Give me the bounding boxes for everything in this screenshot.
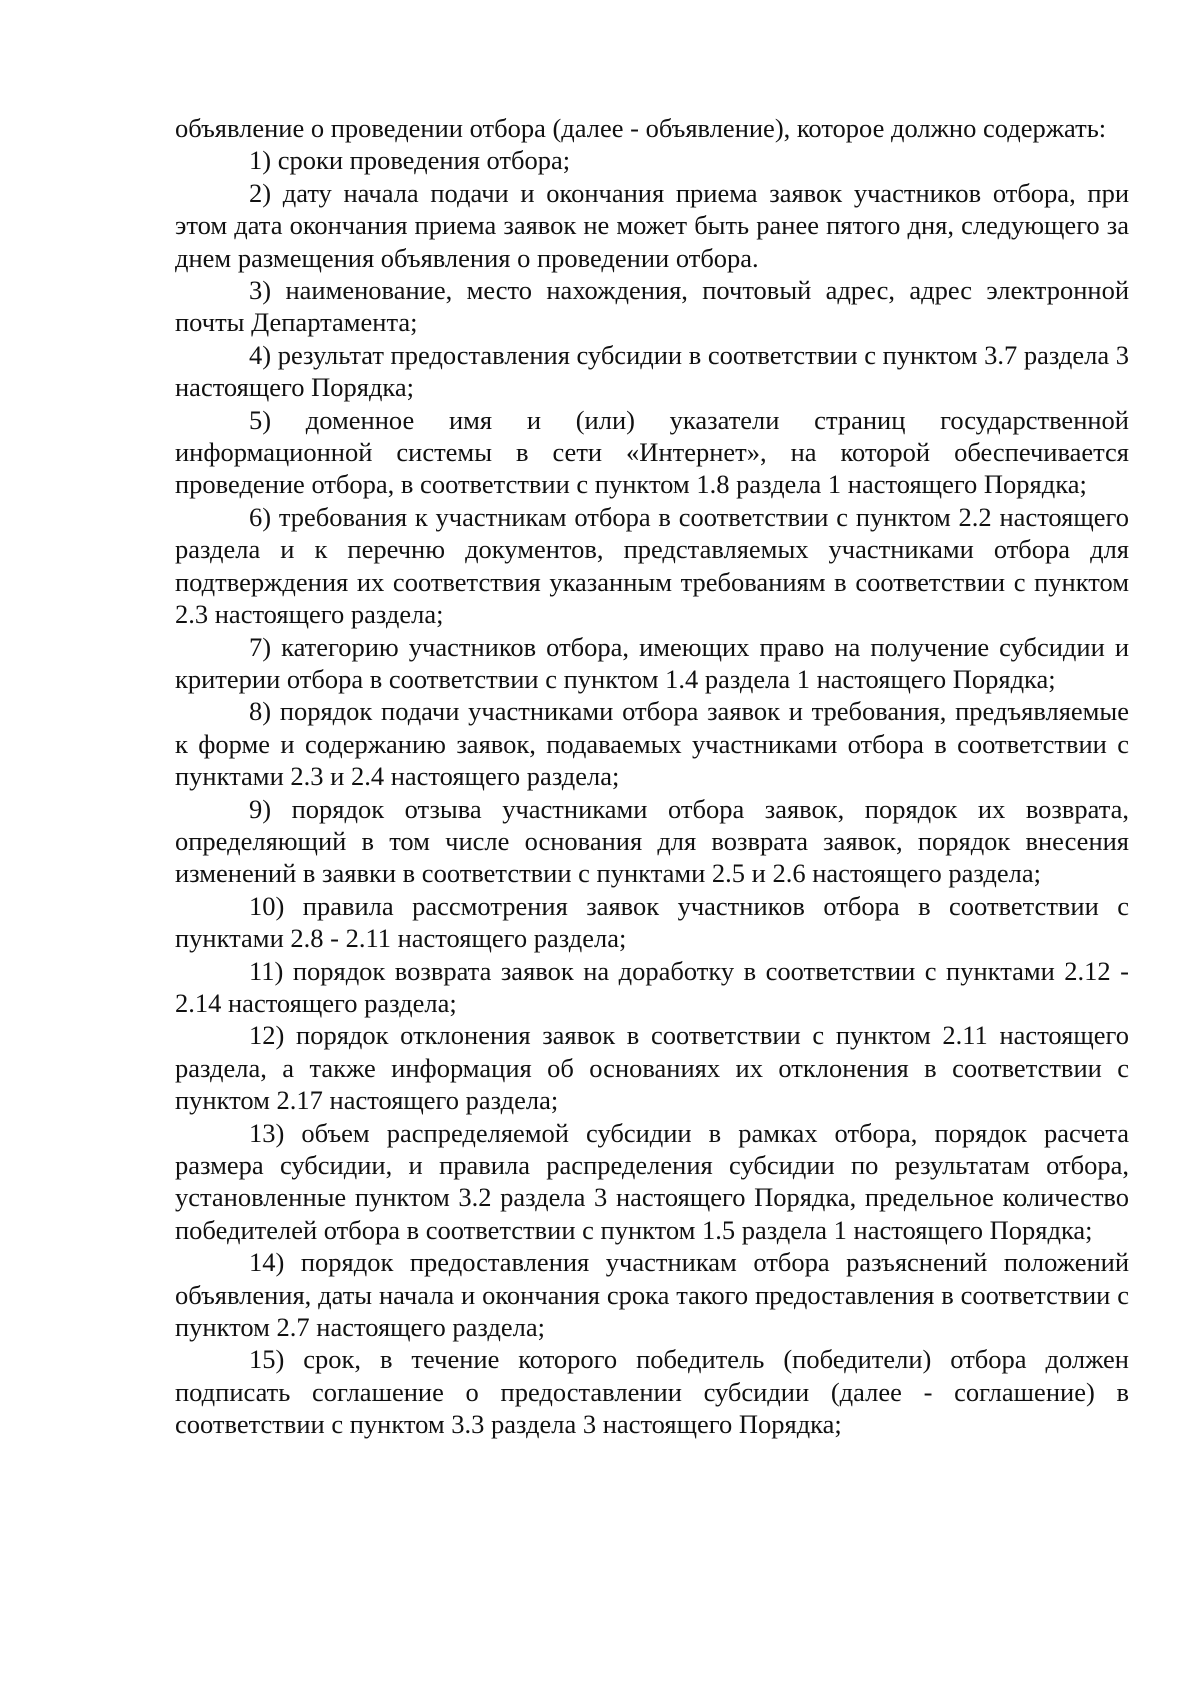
- list-item-5: 5) доменное имя и (или) указатели страниц государственной информационной системы в сети «Интернет», на которой обеспечивается проведение отбора, в соответствии с пунктом 1.8 раздела 1 настоящего Порядка;: [175, 404, 1129, 500]
- list-item-14: 14) порядок предоставления участникам отбора разъяснений положений объявления, даты начала и окончания срока такого предоставления в соответствии с пунктом 2.7 настоящего раздела;: [175, 1247, 1129, 1343]
- list-item-1: 1) сроки проведения отбора;: [249, 145, 571, 176]
- list-item-8: 8) порядок подачи участниками отбора заявок и требования, предъявляемые к форме и содержанию заявок, подаваемых участниками отбора в соответствии с пунктами 2.3 и 2.4 настоящего раздела;: [175, 696, 1129, 792]
- list-item-4: 4) результат предоставления субсидии в соответствии с пунктом 3.7 раздела 3 настоящего Порядка;: [175, 339, 1129, 403]
- intro-paragraph: объявление о проведении отбора (далее - объявление), которое должно содержать:: [175, 113, 1107, 143]
- list-item-3: 3) наименование, место нахождения, почтовый адрес, адрес электронной почты Департамента;: [175, 275, 1129, 338]
- document-page: [175, 112, 1129, 1441]
- list-item-7: 7) категорию участников отбора, имеющих право на получение субсидии и критерии отбора в соответствии с пунктом 1.4 раздела 1 настоящего Порядка;: [175, 631, 1129, 694]
- list-item-12: 12) порядок отклонения заявок в соответствии с пунктом 2.11 настоящего раздела, а также информация об основаниях их отклонения в соответствии с пунктом 2.17 настоящего раздела;: [175, 1020, 1129, 1116]
- list-item-15: 15) срок, в течение которого победитель (победители) отбора должен подписать соглашение о предоставлении субсидии (далее - соглашение) в соответствии с пунктом 3.3 раздела 3 настоящего Порядка;: [175, 1344, 1129, 1440]
- list-item-10: 10) правила рассмотрения заявок участников отбора в соответствии с пунктами 2.8 - 2.11 настоящего раздела;: [175, 890, 1129, 954]
- list-item-2: 2) дату начала подачи и окончания приема заявок участников отбора, при этом дата окончания приема заявок не может быть ранее пятого дня, следующего за днем размещения объявления о проведении отбора.: [175, 177, 1129, 273]
- list-item-11: 11) порядок возврата заявок на доработку в соответствии с пунктами 2.12 - 2.14 настоящего раздела;: [175, 955, 1129, 1018]
- list-item-6: 6) требования к участникам отбора в соответствии с пунктом 2.2 настоящего раздела и к перечню документов, представляемых участниками отбора для подтверждения их соответствия указанным требованиям в соответствии с пунктом 2.3 настоящего раздела;: [175, 501, 1129, 630]
- list-item-9: 9) порядок отзыва участниками отбора заявок, порядок их возврата, определяющий в том числе основания для возврата заявок, порядок внесения изменений в заявки в соответствии с пунктами 2.5 и 2.6 настоящего раздела;: [175, 793, 1129, 889]
- list-item-13: 13) объем распределяемой субсидии в рамках отбора, порядок расчета размера субсидии, и правила распределения субсидии по результатам отбора, установленные пунктом 3.2 раздела 3 настоящего Порядка, предельное количество победителей отбора в соответствии с пунктом 1.5 раздела 1 настоящего Порядка;: [175, 1117, 1129, 1245]
